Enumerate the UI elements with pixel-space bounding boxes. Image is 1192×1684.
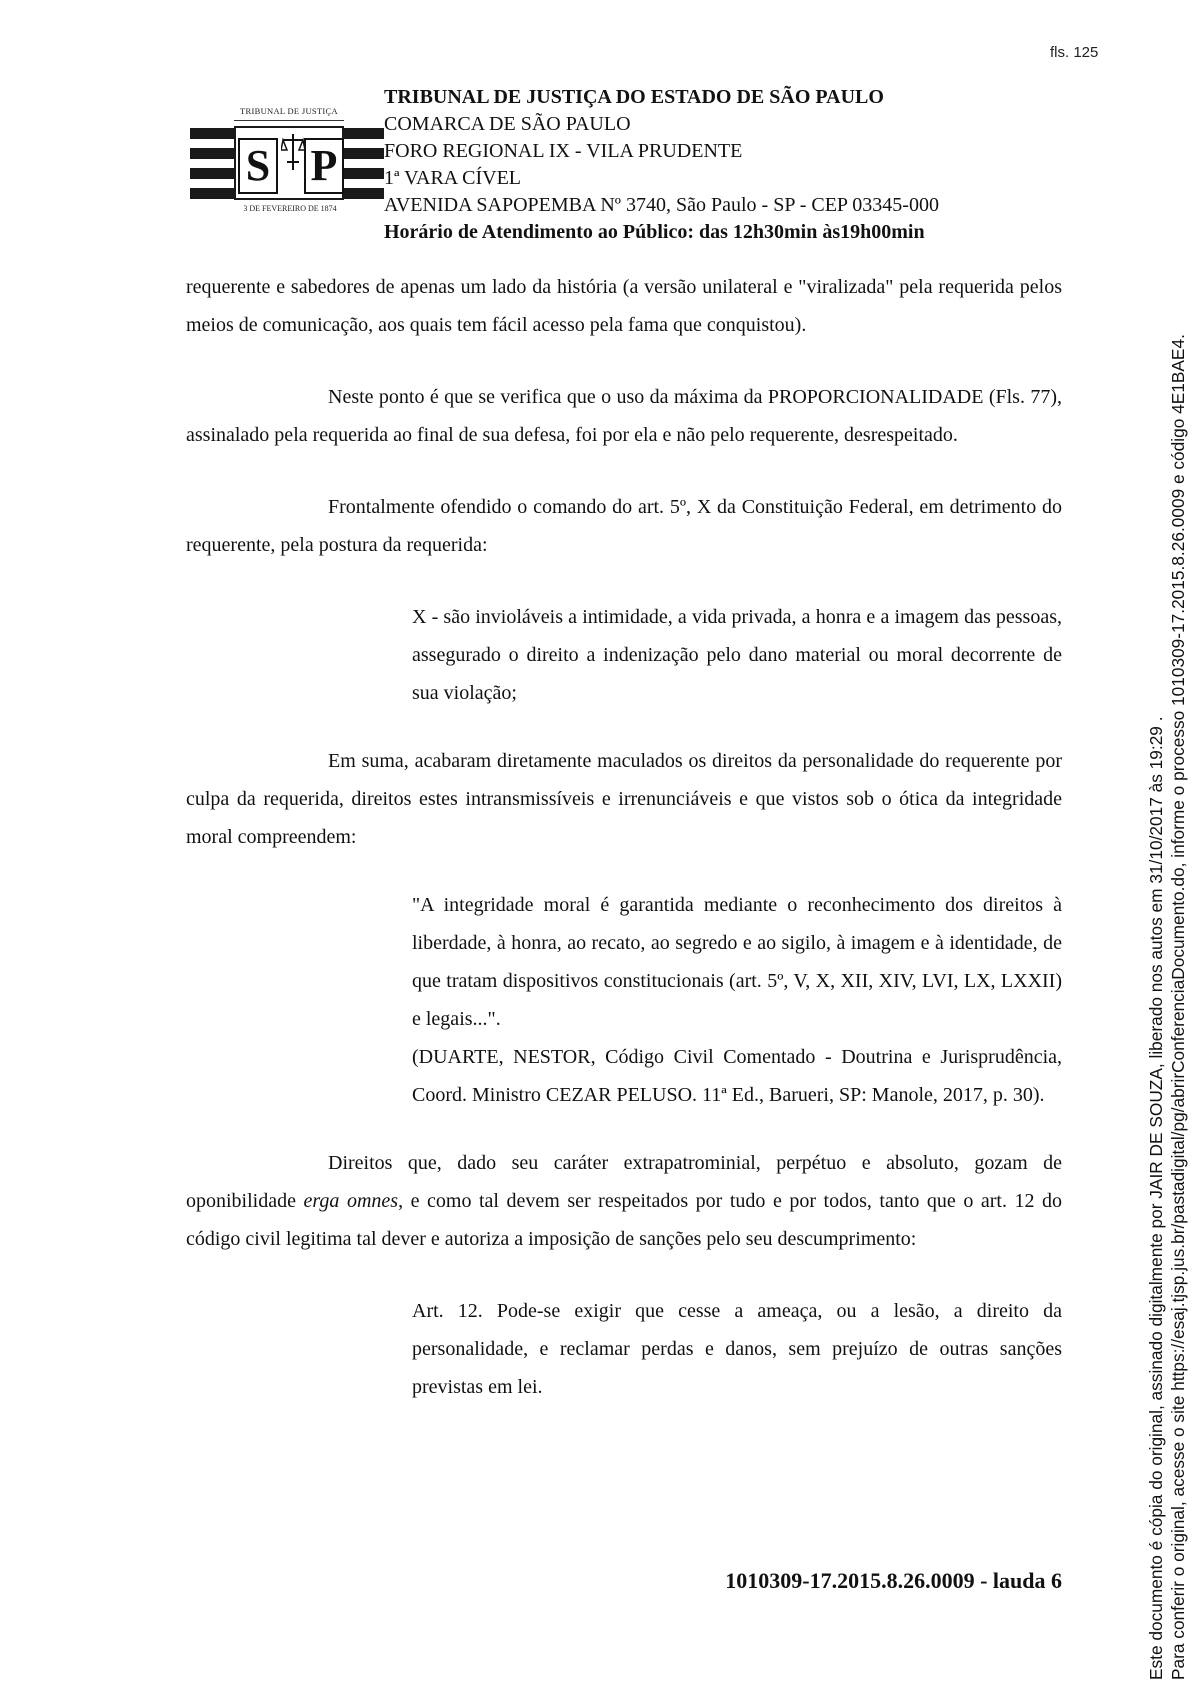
paragraph: Neste ponto é que se verifica que o uso da máxima da PROPORCIONALIDADE (Fls. 77), assinalado pela requerida ao final de sua defesa, foi por ela e não pelo requerente, desrespeitado. bbox=[186, 386, 1062, 446]
paragraph: Em suma, acabaram diretamente maculados os direitos da personalidade do requerente por culpa da requerida, direitos estes intransmissíveis e irrenunciáveis e que vistos sob o ótica da integridade moral compreendem: bbox=[186, 750, 1062, 848]
page-footer: 1010309-17.2015.8.26.0009 - lauda 6 bbox=[725, 1568, 1062, 1593]
seal-arch-text: TRIBUNAL DE JUSTIÇA bbox=[240, 106, 338, 116]
block-quote: Art. 12. Pode-se exigir que cesse a ameaça, ou a lesão, a direito da personalidade, e reclamar perdas e danos, sem prejuízo de outras sanções previstas em lei. bbox=[412, 1300, 1062, 1398]
paragraph: Frontalmente ofendido o comando do art. 5º, X da Constituição Federal, em detrimento do requerente, pela postura da requerida: bbox=[186, 496, 1062, 556]
side-authentication-stamp bbox=[1145, 334, 1189, 1680]
seal-shield bbox=[234, 126, 344, 200]
paragraph: requerente e sabedores de apenas um lado da história (a versão unilateral e "viralizada" pela requerida pelos meios de comunicação, aos quais tem fácil acesso pela fama que conquistou). bbox=[186, 276, 1062, 336]
vara: 1ª VARA CÍVEL bbox=[384, 167, 522, 189]
opening-hours: Horário de Atendimento ao Público: das 12h30min às19h00min bbox=[384, 221, 925, 243]
block-quote: "A integridade moral é garantida mediante o reconhecimento dos direitos à liberdade, à honra, ao recato, ao segredo e ao sigilo, à imagem e à identidade, de que tratam dispositivos constitucionais (art. 5º, V, X, XII, XIV, LVI, LX, LXXII) e legais...". bbox=[412, 894, 1062, 1030]
comarca: COMARCA DE SÃO PAULO bbox=[384, 113, 631, 135]
stamp-line-1: Este documento é cópia do original, assinado digitalmente por JAIR DE SOUZA, liberado nos autos em 31/10/2017 às 19:29 . bbox=[1146, 716, 1166, 1680]
quote-citation: (DUARTE, NESTOR, Código Civil Comentado - Doutrina e Jurisprudência, Coord. Ministro CEZAR PELUSO. 11ª Ed., Barueri, SP: Manole, 2017, p. 30). bbox=[412, 1046, 1062, 1106]
italic-term: erga omnes bbox=[303, 1190, 399, 1212]
court-name: TRIBUNAL DE JUSTIÇA DO ESTADO DE SÃO PAULO bbox=[384, 86, 884, 108]
seal-letter-s: S bbox=[238, 138, 278, 194]
star-icon: ★ bbox=[202, 117, 212, 129]
seal-date-text: 3 DE FEVEREIRO DE 1874 bbox=[243, 204, 337, 213]
paragraph: Direitos que, dado seu caráter extrapatrominial, perpétuo e absoluto, gozam de oponibilidade erga omnes, e como tal devem ser respeitados por tudo e por todos, tanto que o art. 12 do código civil legitima tal dever e autoriza a imposição de sanções pelo seu descumprimento: bbox=[186, 1152, 1062, 1250]
address: AVENIDA SAPOPEMBA Nº 3740, São Paulo - SP - CEP 03345-000 bbox=[384, 194, 939, 216]
court-seal-logo bbox=[190, 76, 384, 234]
court-header bbox=[384, 84, 939, 246]
scales-of-justice-icon bbox=[281, 132, 305, 172]
block-quote: X - são invioláveis a intimidade, a vida privada, a honra e a imagem das pessoas, assegurado o direito a indenização pelo dano material ou moral decorrente de sua violação; bbox=[412, 606, 1062, 704]
seal-letter-p: P bbox=[304, 138, 344, 194]
stamp-line-2: Para conferir o original, acesse o site https://esaj.tjsp.jus.br/pastadigital/pg/abrirConferenciaDocumento.do, informe o processo 1010309-17.2015.8.26.0009 e código 4E1BAE4. bbox=[1168, 334, 1188, 1680]
seal-divider bbox=[234, 120, 344, 121]
document-body bbox=[186, 268, 1062, 1406]
foro: FORO REGIONAL IX - VILA PRUDENTE bbox=[384, 140, 743, 162]
star-icon: ★ bbox=[362, 117, 372, 129]
page-number: fls. 125 bbox=[1050, 44, 1099, 61]
